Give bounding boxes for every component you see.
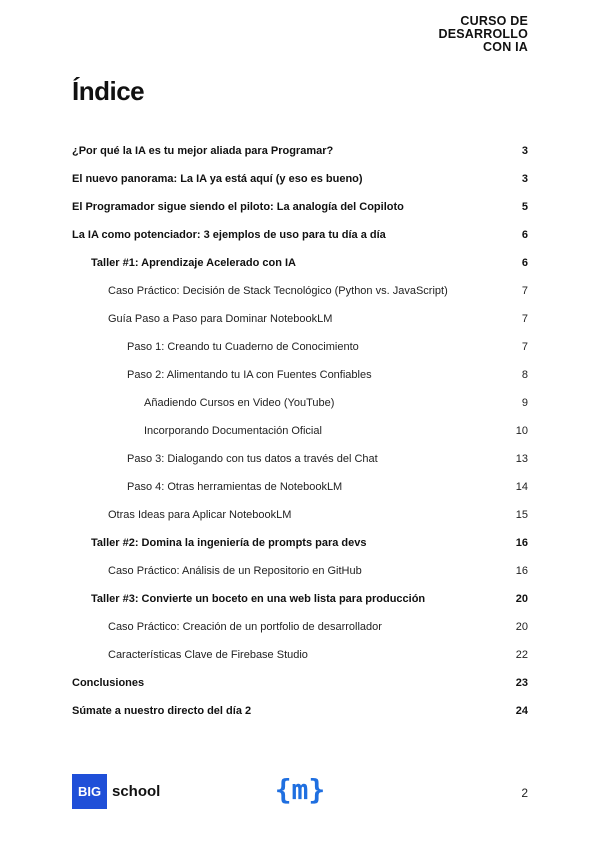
toc-entry-label: Caso Práctico: Decisión de Stack Tecnológico (Python vs. JavaScript) <box>108 285 448 297</box>
toc-entry[interactable] <box>72 473 528 501</box>
toc-entry-page: 14 <box>515 481 528 493</box>
toc-entry-page: 13 <box>515 453 528 465</box>
toc-entry-label: Taller #3: Convierte un boceto en una web lista para producción <box>91 593 426 605</box>
toc-entry-page: 9 <box>521 397 528 409</box>
toc-entry-page: 10 <box>515 425 528 437</box>
toc-entry[interactable] <box>72 529 528 557</box>
toc-entry-page: 22 <box>515 649 528 661</box>
toc-entry-page: 23 <box>515 677 528 689</box>
course-title-line: DESARROLLO <box>438 27 528 41</box>
toc-entry[interactable] <box>72 333 528 361</box>
toc-entry[interactable] <box>72 193 528 221</box>
toc-entry-page: 16 <box>515 537 528 549</box>
toc-entry[interactable] <box>72 277 528 305</box>
toc-entry[interactable] <box>72 669 528 697</box>
toc-entry-label: ¿Por qué la IA es tu mejor aliada para Programar? <box>72 145 334 157</box>
toc-entry-page: 6 <box>521 229 528 241</box>
toc-entry-page: 15 <box>515 509 528 521</box>
toc-entry[interactable] <box>72 361 528 389</box>
toc-entry-label: El nuevo panorama: La IA ya está aquí (y eso es bueno) <box>72 173 363 185</box>
toc-entry-label: Guía Paso a Paso para Dominar NotebookLM <box>108 313 333 325</box>
course-title-line: CURSO DE <box>460 14 528 28</box>
toc-entry[interactable] <box>72 501 528 529</box>
toc-entry-page: 7 <box>521 313 528 325</box>
toc-entry-label: Paso 4: Otras herramientas de NotebookLM <box>127 481 343 493</box>
toc-entry-page: 7 <box>521 341 528 353</box>
toc-entry-page: 20 <box>515 621 528 633</box>
toc-entry[interactable] <box>72 389 528 417</box>
toc-entry-page: 20 <box>515 593 528 605</box>
toc-entry-page: 24 <box>515 705 528 717</box>
toc-entry[interactable] <box>72 697 528 725</box>
toc-entry-page: 3 <box>521 145 528 157</box>
toc-entry-label: Caso Práctico: Análisis de un Repositorio en GitHub <box>108 565 362 577</box>
toc-entry-label: La IA como potenciador: 3 ejemplos de uso para tu día a día <box>72 229 386 241</box>
toc-entry[interactable] <box>72 445 528 473</box>
toc-entry[interactable] <box>72 165 528 193</box>
toc-entry-label: Otras Ideas para Aplicar NotebookLM <box>108 509 292 521</box>
toc-entry-label: Incorporando Documentación Oficial <box>144 425 322 437</box>
toc-entry[interactable] <box>72 137 528 165</box>
school-logo-text: school <box>112 783 161 800</box>
toc-entry-page: 16 <box>515 565 528 577</box>
toc-entry[interactable] <box>72 613 528 641</box>
toc-entry[interactable] <box>72 417 528 445</box>
toc-entry-page: 5 <box>521 201 528 213</box>
toc-entry-page: 8 <box>521 369 528 381</box>
toc-entry[interactable] <box>72 585 528 613</box>
toc-entry[interactable] <box>72 221 528 249</box>
toc-entry-label: Taller #1: Aprendizaje Acelerado con IA <box>91 257 296 269</box>
toc-entry-label: Paso 1: Creando tu Cuaderno de Conocimiento <box>127 341 359 353</box>
page-title: Índice <box>72 76 145 106</box>
toc-entry-page: 7 <box>521 285 528 297</box>
toc-entry-label: Paso 3: Dialogando con tus datos a través del Chat <box>127 453 378 465</box>
toc-entry-label: Características Clave de Firebase Studio <box>108 649 308 661</box>
course-title <box>439 15 529 54</box>
toc-entry[interactable] <box>72 305 528 333</box>
bigschool-logo <box>72 774 160 809</box>
toc-entry-label: Taller #2: Domina la ingeniería de prompts para devs <box>91 537 367 549</box>
page-number: 2 <box>521 786 528 800</box>
toc-entry[interactable] <box>72 249 528 277</box>
toc-entry[interactable] <box>72 557 528 585</box>
big-logo-box: BIG <box>72 774 107 809</box>
toc-entry-page: 3 <box>521 173 528 185</box>
toc-entry-label: Súmate a nuestro directo del día 2 <box>72 705 252 717</box>
toc-entry-page: 6 <box>521 257 528 269</box>
toc-entry-label: Caso Práctico: Creación de un portfolio de desarrollador <box>108 621 382 633</box>
table-of-contents <box>72 137 528 725</box>
toc-entry-label: Conclusiones <box>72 677 145 689</box>
toc-entry-label: El Programador sigue siendo el piloto: La analogía del Copiloto <box>72 201 404 213</box>
toc-entry-label: Paso 2: Alimentando tu IA con Fuentes Confiables <box>127 369 372 381</box>
toc-entry-label: Añadiendo Cursos en Video (YouTube) <box>144 397 335 409</box>
toc-entry[interactable] <box>72 641 528 669</box>
m-logo: {m} <box>274 773 326 806</box>
course-title-line: CON IA <box>483 40 528 54</box>
